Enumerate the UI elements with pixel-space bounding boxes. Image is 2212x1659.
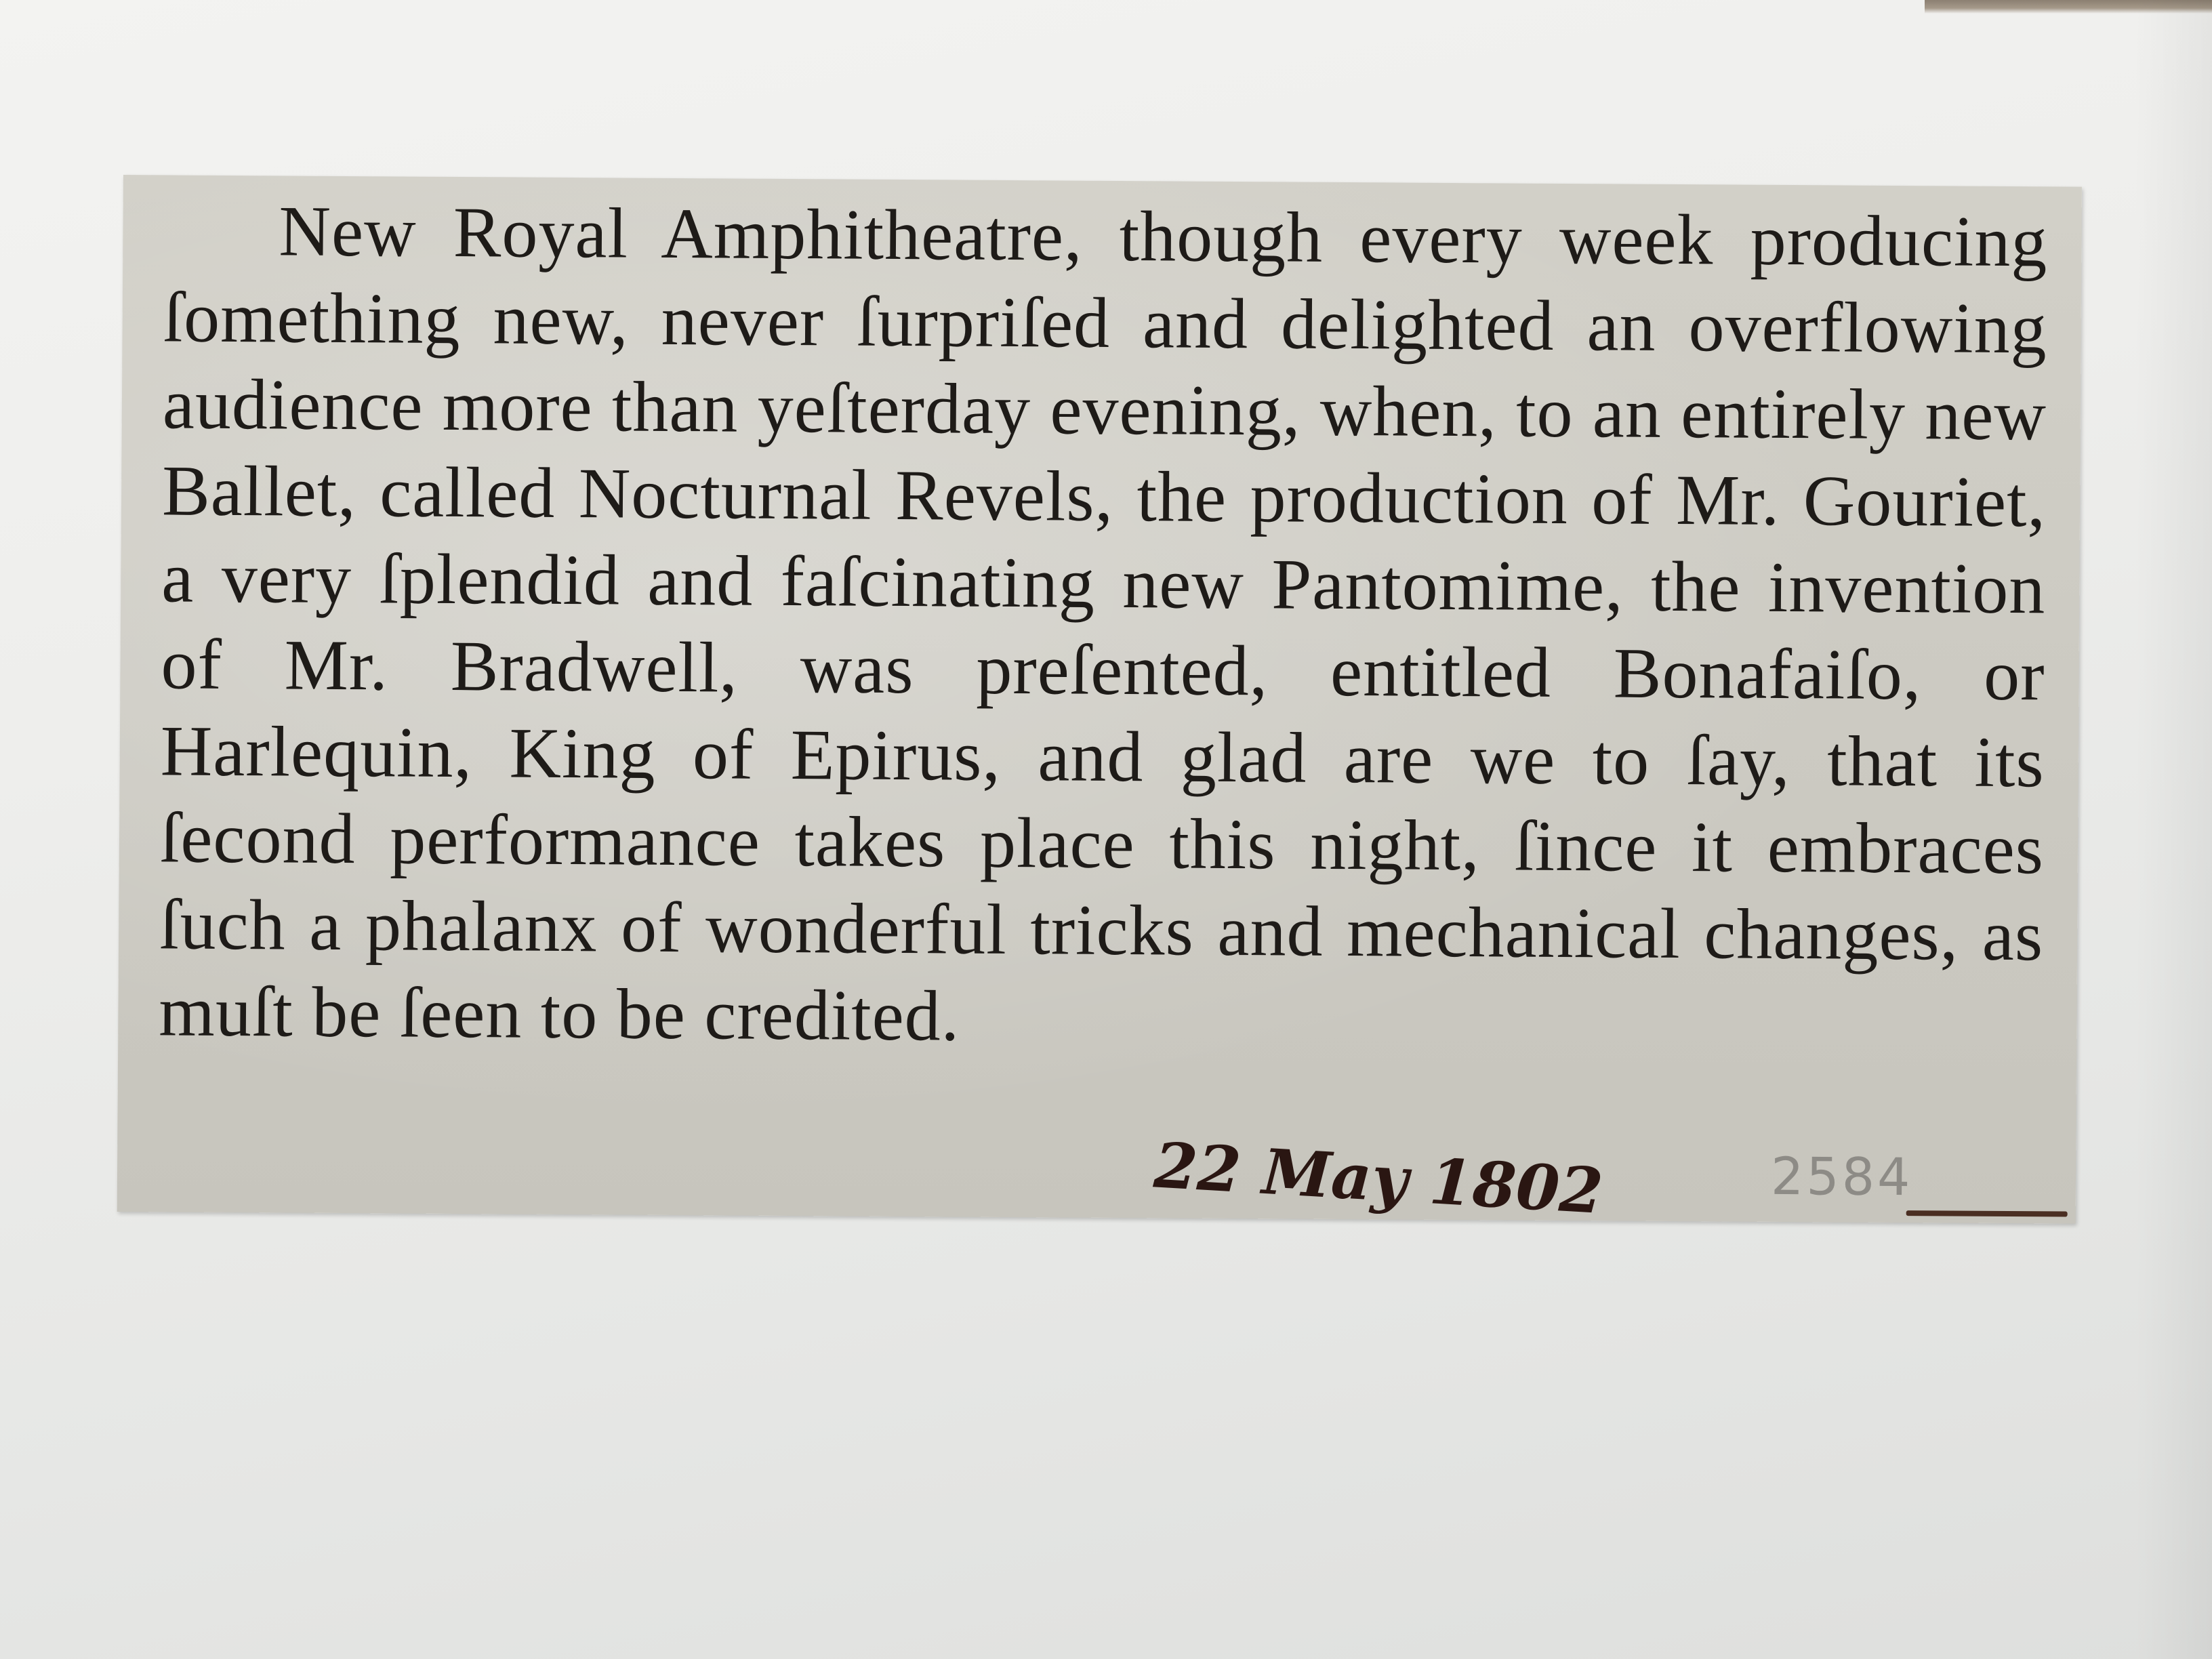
newspaper-clipping (117, 175, 2082, 1228)
pencil-number: 2584 (1770, 1145, 1913, 1208)
article-text: New Royal Amphitheatre, though every week producing ſomething new, never ſurpriſed and delighted an overflowing audience more than yeſterday evening, when, to an entirely new Ballet, called Nocturnal Revels, the production of Mr. Gouriet, a very ſplendid and faſcinating new Pantomime, the invention of Mr. Bradwell, was preſented, entitled Bonafaiſo, or Harlequin, King of Epirus, and glad are we to ſay, that its ſecond performance takes place this night, ſince it embraces ſuch a phalanx of wonderful tricks and mechanical changes, as muſt be ſeen to be credited. (159, 191, 2048, 1056)
page-shadow (2135, 0, 2212, 1659)
ink-underline (1906, 1210, 2068, 1216)
handwritten-date: 22 May 1802 (1151, 1128, 1605, 1228)
